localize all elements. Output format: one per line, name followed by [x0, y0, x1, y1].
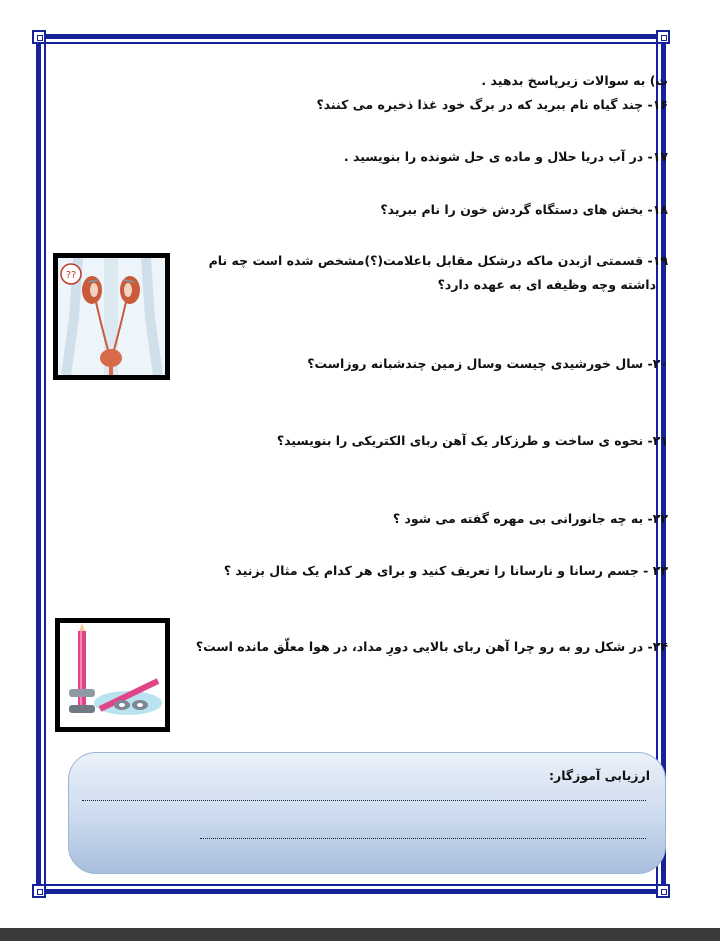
question-20: ۲۰- سال خورشیدی چیست وسال زمین چندشبانه روزاست؟	[307, 356, 668, 371]
floating-magnet-image	[55, 618, 170, 732]
teacher-evaluation-title: ارزیابی آموزگار:	[549, 768, 650, 783]
question-16: ۱۶- چند گیاه نام ببرید که در برگ خود غذا ذخیره می کنند؟	[316, 97, 668, 112]
question-17: ۱۷- در آب دریا حلال و ماده ی حل شونده را بنویسید .	[343, 149, 668, 164]
question-19: ۱۹- قسمتی ازبدن ماکه درشکل مقابل باعلامت(؟)مشخص شده است چه نام	[208, 253, 668, 268]
urinary-system-illustration	[58, 258, 165, 375]
question-21: ۲۱- نحوه ی ساخت و طرزکار یک آهن ربای الکتریکی را بنویسید؟	[276, 433, 668, 448]
svg-text:??: ??	[65, 270, 77, 281]
evaluation-line-1	[82, 800, 646, 801]
question-22: ۲۲- به چه جانورانی بی مهره گفته می شود ؟	[392, 511, 668, 526]
floating-magnet-illustration	[60, 623, 165, 727]
urinary-system-image	[53, 253, 170, 380]
question-23: ۲۳ - جسم رسانا و نارسانا را تعریف کنید و برای هر کدام یک مثال بزنید ؟	[223, 563, 668, 578]
question-18: ۱۸- بخش های دستگاه گردش خون را نام ببرید؟	[380, 202, 668, 217]
section-title: ت) به سوالات زیرپاسخ بدهید .	[481, 73, 668, 88]
viewer-bottom-bar	[0, 928, 720, 941]
question-24: ۲۴- در شکل رو به رو چرا آهن ربای بالایی دورِ مداد، در هوا معلّق مانده است؟	[195, 639, 668, 654]
question-19-continuation: داشته وچه وظیفه ای به عهده دارد؟	[437, 277, 656, 292]
evaluation-line-2	[200, 838, 646, 839]
